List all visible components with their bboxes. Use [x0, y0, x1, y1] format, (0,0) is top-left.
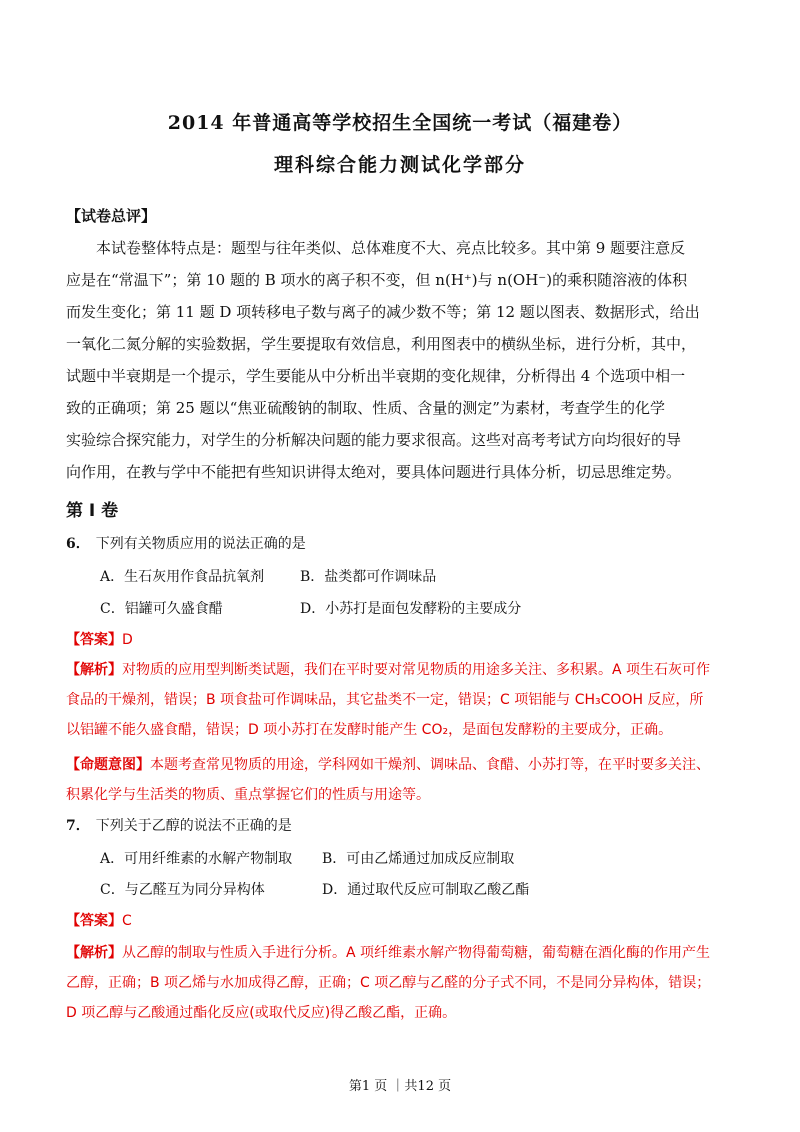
q6-option-d: D．小苏打是面包发酵粉的主要成分 — [300, 601, 522, 617]
intent-tag: 【命题意图】 — [66, 757, 150, 773]
review-line: 致的正确项；第 25 题以“焦亚硫酸钠的制取、性质、含量的测定”为素材，考查学生的化学 — [66, 399, 665, 417]
review-line: 而发生变化；第 11 题 D 项转移电子数与离子的减少数不等；第 12 题以图表、数据形式，给出 — [66, 303, 700, 321]
section-title: 第 I 卷 — [66, 501, 119, 521]
question-number: 7． — [66, 818, 90, 834]
answer-value: C — [122, 913, 132, 929]
review-heading: 【试卷总评】 — [66, 207, 157, 225]
q7-analysis — [66, 938, 738, 1028]
q6-option-c: C．铝罐可久盛食醋 — [100, 601, 223, 617]
analysis-line: 乙醇，正确；B 项乙烯与水加成得乙醇，正确；C 项乙醇与乙醛的分子式不同，不是同分异构体，错误； — [66, 975, 711, 991]
q7-option-a: A．可用纤维素的水解产物制取 — [100, 851, 293, 867]
review-line: 一氧化二氮分解的实验数据，学生要提取有效信息，利用图表中的横纵坐标，进行分析，其中， — [66, 335, 697, 353]
document-subtitle: 理科综合能力测试化学部分 — [273, 154, 526, 176]
review-line: 向作用，在教与学中不能把有些知识讲得太绝对，要具体问题进行具体分析，切忌思维定势。 — [66, 463, 682, 481]
q7-option-d: D．通过取代反应可制取乙酸乙酯 — [322, 882, 530, 898]
review-line: 应是在“常温下”；第 10 题的 B 项水的离子积不变，但 n(H⁺)与 n(OH⁻)的乘积随溶液的体积 — [66, 271, 688, 289]
intent-line: 本题考查常见物质的用途，学科网如干燥剂、调味品、食醋、小苏打等，在平时要多关注、 — [150, 757, 710, 773]
answer-value: D — [122, 632, 133, 648]
q7-option-c: C．与乙醛互为同分异构体 — [100, 882, 265, 898]
analysis-line: 食品的干燥剂，错误；B 项食盐可作调味品，其它盐类不一定，错误；C 项铝能与 CH₃COOH 反应，所 — [66, 692, 704, 708]
q6-option-a: A．生石灰用作食品抗氧剂 — [100, 569, 265, 585]
q7-option-b: B．可由乙烯通过加成反应制取 — [322, 851, 515, 867]
review-paragraph — [66, 232, 736, 488]
question-number: 6． — [66, 536, 90, 552]
question-text: 下列关于乙醇的说法不正确的是 — [95, 818, 292, 834]
analysis-line: 对物质的应用型判断类试题，我们在平时要对常见物质的用途多关注、多积累。A 项生石灰可作 — [122, 662, 711, 678]
analysis-line: D 项乙醇与乙酸通过酯化反应(或取代反应)得乙酸乙酯，正确。 — [66, 1005, 457, 1021]
question-text: 下列有关物质应用的说法正确的是 — [95, 536, 306, 552]
question-6-stem — [66, 533, 306, 553]
q6-answer — [66, 629, 133, 649]
review-line: 本试卷整体特点是：题型与往年类似、总体难度不大、亮点比较多。其中第 9 题要注意反 — [96, 239, 686, 257]
review-line: 试题中半衰期是一个提示，学生要能从中分析出半衰期的变化规律，分析得出 4 个选项中相一 — [66, 367, 686, 385]
q6-intent — [66, 750, 738, 810]
review-line: 实验综合探究能力，对学生的分析解决问题的能力要求很高。这些对高考考试方向均很好的导 — [66, 431, 682, 449]
answer-tag: 【答案】 — [66, 913, 122, 929]
q6-option-b: B．盐类都可作调味品 — [300, 569, 437, 585]
intent-line: 积累化学与生活类的物质、重点掌握它们的性质与用途等。 — [66, 787, 430, 803]
analysis-tag: 【解析】 — [66, 945, 122, 961]
analysis-line: 以铝罐不能久盛食醋，错误；D 项小苏打在发酵时能产生 CO₂，是面包发酵粉的主要成分，正确。 — [66, 722, 673, 738]
q6-analysis — [66, 655, 738, 745]
question-7-stem — [66, 815, 292, 835]
page-footer: 第1 页 ｜共12 页 — [348, 1079, 452, 1094]
document-title: 2014 年普通高等学校招生全国统一考试（福建卷） — [167, 112, 633, 134]
analysis-tag: 【解析】 — [66, 662, 122, 678]
q7-answer — [66, 910, 132, 930]
answer-tag: 【答案】 — [66, 632, 122, 648]
analysis-line: 从乙醇的制取与性质入手进行分析。A 项纤维素水解产物得葡萄糖，葡萄糖在酒化酶的作用产生 — [122, 945, 711, 961]
